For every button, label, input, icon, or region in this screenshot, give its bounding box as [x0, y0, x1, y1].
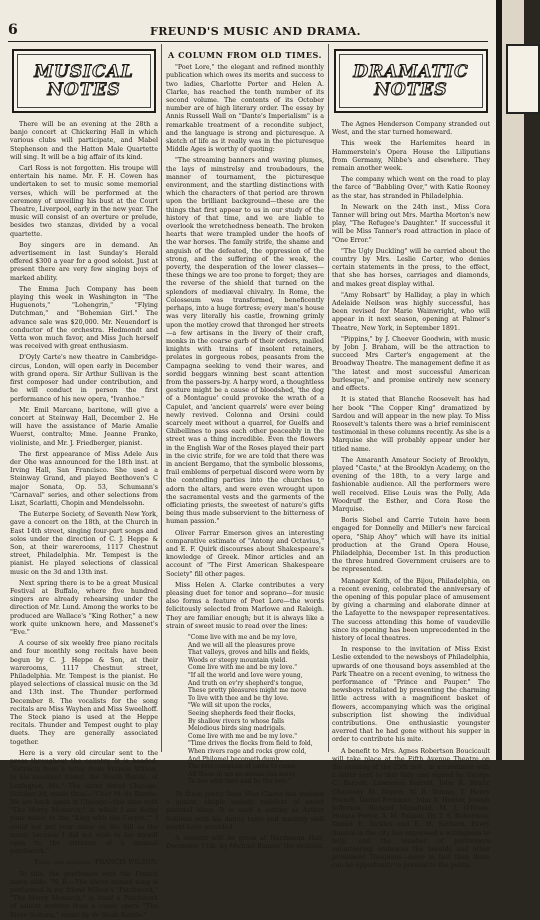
poem-line: When rivers rage and rocks grow cold,	[188, 747, 307, 755]
article-paragraph: Oliver Farrar Emerson gives an interesting comparative estimate of "Antony and Octavius," and E. F. Quirk discourses about Shakespeare's knowledge of Greek. Minor articles and an account of "The First American Shakespeare Society" fill other pages.	[166, 529, 324, 578]
article-paragraph: The Euterpe Society, of Seventh New York, gave a concert on the 18th, at the Church in East 14th street, singing four-part songs and solos under the direction of C. J. Heppe & Son, at their warerooms, 1117 Chestnut street, Philadelphia. Mr. Tempest is the pianist. He played selections of classical music on the 3d and 13th inst.	[10, 511, 158, 576]
poem-line: The rest complain of cares to come.	[188, 763, 297, 771]
article-paragraph: "The Ugly Duckling" will be carried about the country by Mrs. Leslie Carter, who denies certain statements in the press, to the effect, that she has horses, carriages and diamonds, and makes great display withal.	[332, 247, 490, 288]
poem-line: By shallow rivers to whose falls	[188, 717, 285, 725]
article-paragraph: This week the Harlemites heard in Hammerstein's Opera House the Liliputians from Germany, Nibbe's and elsewhere. They remain another week.	[332, 140, 490, 173]
article-paragraph: Mr. Emil Marcano, baritone, will give a concert at Steinway Hall, December 2. He will have the assistance of Marie Amalie Wuerst, contralto; Mme. Jeanne Franko, violiniste, and Mr. J. Friedberger, pianist.	[10, 406, 158, 447]
article-paragraph: Boris Siebel and Carrie Tutein have been engaged for Donnelly and Miller's new farcical opera, "Ship Ahoy" which will have its initial production at the Grand Opera House, Philadelphia, December 1st. In this production the three hundred Government cruisers are to be represented.	[332, 517, 490, 574]
dramatic-notes-logo-text: DRAMATIC NOTES	[353, 62, 469, 100]
article-paragraph: "Poet Lore," the elegant and refined monthly publication which owes its merits and success to two ladies, Charlotte Porter and Helen A. Clarke, has reached the tenth number of its second volume. The contents of its October number are of high literary order. The essay by Annis Russell Wall on "Dante's Imperialism" is a remarkable treatment of a recondite subject, and the language is strong and picturesque. A sketch of life as it really was in the picturesque Middle Ages is worthy of quoting:	[166, 64, 324, 154]
column-divider	[328, 44, 329, 752]
article-paragraph: "The streaming banners and waving plumes, the lays of minstrelsy and troubadours, the manner of tournament, the picturesque environment, and the startling distinctions with which the characters of that period are thrown upon the brilliant background—these are the things that first appear to us in our study of the history of that time, and we are liable to overlook the wretchedness beneath. The broken hearts that were trampled under the hoofs of the war horses. The family strife, the shame and anguish of the defeated, the oppression of the strong, and the suffering of the weak, the poverty, the desperation of the lower classes—these things we are too prone to forget; they are the reverse of the shield that turned on the splendors of mediæval chivalry. In Rome, the Colosseum was transformed, beneficently perhaps, into a huge fortress; every man's house was very literally his castle, frowning grimly upon the motley crowd that thronged her streets—a few artisans in the livery of their craft, monks in the coarse garb of their orders, mailed knights with trains of insolent retainers, prelates in gorgeous robes, peasants from the Campagna seeking to vend their wares, and sordid beggars winning best scant attention from the passers-by. A harpy word, a thoughtless gesture might be a cause of bloodshed, 'the dog of a Montague' could provoke the wrath of a Capulet, and 'ancient quarrels' were ever being newly revived. Colonna and Orsini could scarcely meet without a quarrel, for Guelfs and Ghibellines to pass each other peaceably in the street was a thing incredible. Even the flowers in the English War of the Roses played their part in the civic strife, for we are told that there was in ancient Bergamo, that the symbolic blossoms, frail emblems of perpetual discord were worn by the contending parties into the churches to adorn the altars, and were even wrought upon the sacramental vests and the garments of the officiating priests, the sweetest of nature's gifts being thus made subservient to the bitterness of human passion."	[166, 157, 324, 526]
poem-line: These pretty pleasures might me move	[188, 687, 307, 695]
poem-line: Come live with me and be my love."	[188, 664, 298, 672]
article-paragraph: A course of six weekly free piano recitals and four monthly song recitals have been begun by C. J. Heppe & Son, at their warerooms, 1117 Chestnut street, Philadelphia. Mr. Tempest is the pianist. He played selections of classical music on the 3d and 13th inst. The Thunder performed December 8. The vocalists for the song recitals are Miss Wayhen and Miss Sweelhoff. The Steck piano is used at the Heppe recitals. Thunder and Tempest ought to play duets. They are generally associated together.	[10, 640, 158, 746]
article-paragraph: "Amy Robsart" by Halliday, a play in which Adelaide Neilson was highly successful, has been revised for Marie Wainwright, who will appear in it next season, opening at Palmer's Theatre, New York, in September 1891.	[332, 291, 490, 332]
adjacent-page-edge	[496, 0, 524, 760]
page-number: 6	[8, 22, 18, 38]
poem-line: And Philomel becometh dumb,	[188, 755, 282, 763]
article-paragraph: In Newark on the 24th inst., Miss Cora Tanner will bring out Mrs. Martha Morton's new play, "The Refugee's Daughter." If successful it will be Miss Tanner's road attraction in place of "One Error."	[332, 203, 490, 244]
article-paragraph: The Agnes Henderson Company stranded out West, and the star turned homeward.	[332, 121, 490, 137]
musical-notes-logo	[12, 49, 156, 113]
poem-line: That valleys, groves and hills and fields,	[188, 649, 310, 657]
article-paragraph: To this, the gentlemen with the French name adds: "N. B.—The above named song is performed in my friend Wilson's "Patchwork," "The Merry Monarch," is itself a Patchwork of salient motives from a comic opera "The Slave Sultana," music by de Souit-Baride."	[10, 870, 158, 919]
old-times-body	[166, 64, 324, 631]
poem-line: Come live with me and be my love."	[188, 732, 298, 740]
article-paragraph: Yours very sincerely, FRANCIS WILSON.	[34, 859, 158, 867]
article-paragraph: The Amaranth Amateur Society of Brooklyn, played "Caste," at the Brooklyn Academy, on the evening of the 18th, to a very large and fashionable audience. All the performers were well received. Elise Louis was the Polly, Ada Woodruff the Esther, and Cora Rose the Marquise.	[332, 456, 490, 513]
running-title: FREUND'S MUSIC AND DRAMA.	[150, 25, 361, 38]
article-paragraph: A concert will be given at Hardmann Hall, December 11th, by Michael Banner, the violinist.	[166, 834, 324, 851]
poem-line: Seeing shepherds feed their flocks,	[188, 709, 296, 717]
dramatic-notes-logo	[334, 49, 488, 113]
musical-notes-logo-text: MUSICAL NOTES	[34, 62, 134, 100]
article-paragraph: Next spring there is to be a great Musical Festival at Buffalo, where five hundred singers are already rehearsing under the direction of Mr. Lund. Among the works to be produced are Wallace's "King Rother," a new work quite unknown here, and Massenet's "Eve."	[10, 579, 158, 636]
poem	[166, 634, 324, 786]
article-paragraph: Manager Keith, of the Bijou, Philadelphia, on a recent evening, celebrated the anniversary of the opening of this popular place of amusement by giving a charming and elaborate dinner at the Lafayette to the newspaper representatives. The success attending this home of vaudeville since its opening has been unprecedented in the history of local theatres.	[332, 577, 490, 642]
poem-line: And truth on ev'ry shepherd's tongue,	[188, 679, 304, 687]
poem-line: And we will all the pleasures prove	[188, 641, 295, 649]
article-paragraph: There will be an evening at the 28th a banjo concert at Chickering Hall in which various clubs will participate, and Mabel Stephenson and the Hatton Male Quartette will sing. It will be a big affair of its kind.	[10, 121, 158, 161]
article-paragraph: The Emma Juch Company has been playing this week in Washington in "The Huguenots," "Lohengrin," "Flying Dutchman," and "Bohemian Girl." The advance sale was $20,000. Mr. Neuendorf is conductor of the orchestra. Hedmondt and Vetta won much favor, and Miss Juch herself was received with great enthusiasm.	[10, 285, 158, 351]
poem-line: "Time drives the flocks from field to fold,	[188, 740, 313, 748]
article-paragraph: Boy singers are in demand. An advertisement in last Sunday's Herald offered $300 a year for a good soloist. Just at present there are very few singing boys of marked ability.	[10, 241, 158, 282]
header-rule	[8, 41, 488, 42]
musical-notes-column	[10, 44, 158, 919]
article-paragraph: "Pippins," by J. Cheever Goodwin, with music by Jobn J. Braham, will be the attraction to succeed Mrs Carter's engagement at the Broadway Theatre. The management define it as "the latest and most successful American burlesque," and promise entirely new scenery and effects.	[332, 335, 490, 393]
old-times-closing	[166, 791, 324, 851]
article-paragraph: The first appearance of Miss Adele Aus der Ohe was announced for the 18th inst. at Irving Hall, San Francisco. She used a Steinway Grand, and played Beethoven's C major Sonata, Op. 53, Schumann's "Carnaval" series, and other selections from Liszt, Scarlatti, Chopin and Mendelssohn.	[10, 450, 158, 507]
poem-line: Woods or steepy mountain yield.	[188, 656, 288, 664]
poem-line: "We will sit upon the rocks,	[188, 702, 272, 710]
article-paragraph: Miss Helen A. Clarke contributes a very pleasing duet for tenor and soprano—for music also forms a feature of Poet Lore—the words felicitously selected from Marlowe and Raleigh. They are familiar enough; but it is always like a strain of sweet music to read over the lines:	[166, 581, 324, 630]
dramatic-notes-column	[332, 44, 490, 870]
article-paragraph: D'Oyly Carte's new theatre in Cambridge-circus, London, will open early in December with grand opera. Sir Arthur Sullivan is the first composer had under contribution, and he will conduct in person the first performance of his new opera, "Ivanhoe."	[10, 354, 158, 403]
column-divider	[161, 44, 162, 752]
poem-line: "Come live with me and be my love,	[188, 634, 298, 642]
poem-line: All these in me no means can move,	[188, 770, 298, 778]
poem-line: To live with thee and be thy love.	[188, 694, 289, 702]
dramatic-notes-body	[332, 121, 490, 871]
article-paragraph: It is stated that Blanche Roosevelt has had her book "The Copper King" dramatized by Sardou and will appear in the new play. To Miss Roosevelt's talents there was a brief reminiscent testimonial in these columns recently. As she is a Marquise she will probably appear under her titled name.	[332, 396, 490, 453]
article-paragraph: Here is a very old circular sent to the press throughout the country. It is headed: "Extracts from a letter from Francis Wilson, to his excellent friend, the South Baride, of Lexington, Me." The letter dated Chicago, October 2d, reads thus:—"Cher M. de Baride: We are back again in Chicago—this time with "The Merry Monarch;" in which I am doing your music to the "King with the Carpet."" I could not put your name on the bill as the music because I did not wish to lay myself open to the criticism of a musical patchwork."	[10, 749, 158, 856]
poem-line: To live with thee and be thy love."	[188, 778, 292, 786]
article-paragraph: Carl Ross is not forgotten. His troupe will entertain his name. Mr. F. H. Cowen has undertaken to set to music some memorial verses, which will be performed at the ceremony of unveiling his bust at the Court Theatre, Liverpool, early in the new year. The music will consist of an overture or prelude, besides two stanzas, divided by a vocal quartette.	[10, 165, 158, 238]
old-times-column	[166, 44, 324, 851]
article-paragraph: A benefit to Mrs. Agnes Robertson Boucicault will take place at the Fifth Avenue Theatre on the evening of the 25th inst., in accordance with a letter sent to that lady and signed by George C. Barrett, Lawrence Barrett, John R. Brady, Chauncey M. Depew, W. B. Dunne, T. Henry French, Daniel Frohman, John A. Henter, Joseph Jefferson, Richard Mansfield, M. J. O'Brien, Horace Porter, A. M. Palmer, Dr. T. S. Robertson, Daniel E. Sickles and E. H. Sothern. Every theatre in the city has expressed a willingness to help, and the number of performers volunteering embraces the heralds and other prominent Thespians—more in fact than there can be opportunity to present to the public.	[332, 747, 490, 870]
poem-line: Melodious birds sing madrigals.	[188, 725, 286, 733]
article-paragraph: The company which went on the road to play the farce of "Babbling Over," with Katie Rooney as the star, has stranded in Philadelphia.	[332, 176, 490, 200]
musical-notes-body	[10, 121, 158, 920]
article-paragraph: In response to the invitation of Miss Exist Leslie extended to the newsboys of Philadelphia, upwards of one thousand boys assembled at the Park Theatre on a recent evening, to witness the performance of "Prince and Pauper." The newsboys retaliated by presenting the charming little actress with a magnificent basket of flowers, accompanying which was the original subscription list showing the individual contributions. One enthusiastic youngster averred that he had gone without his supper in order to contribute his mite.	[332, 646, 490, 744]
column-heading: A COLUMN FROM OLD TIMES.	[167, 50, 323, 60]
poem-line: "If all the world and love were young,	[188, 671, 303, 679]
article-paragraph: To these pretty lines Miss Clarke has wedded a quaint, simple melody redolent of sweet pastoral ideas. It is such a setting as Arthur Sullivan with his dainty taste and mastery skill might have provided.	[166, 790, 324, 831]
